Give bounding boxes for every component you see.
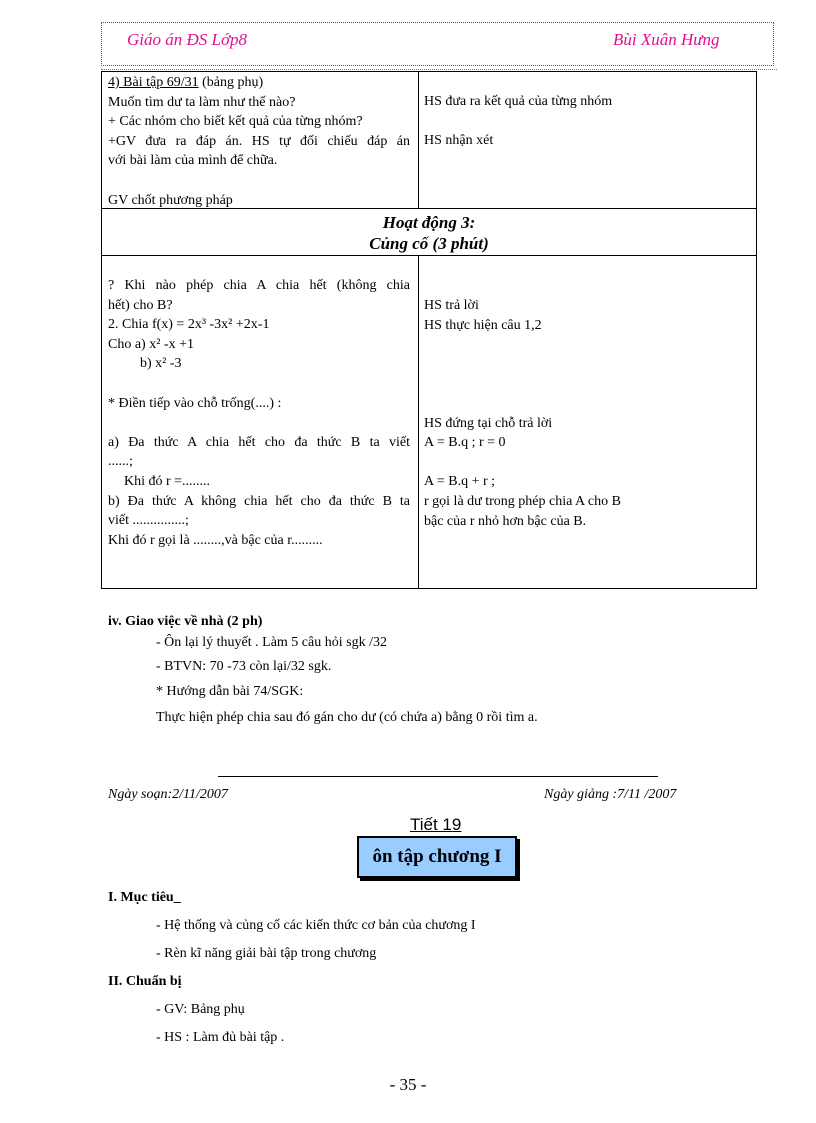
row3-left-line: Khi đó r gọi là ........,và bậc của r......... [108,532,323,548]
objectives-heading: I. Mục tiêu_ [108,890,181,905]
row3-left-line: ......; [108,454,133,470]
row1-teacher-activity [108,73,410,210]
row3-left-line: * Điền tiếp vào chỗ trống(....) : [108,395,282,411]
preparation-item: - HS : Làm đủ bài tập . [156,1030,285,1045]
page-number: - 35 - [389,1075,427,1094]
row3-left-line: 2. Chia f(x) = 2x³ -3x² +2x-1 [108,317,270,333]
homework-item: - BTVN: 70 -73 còn lại/32 sgk. [156,659,332,674]
row3-left-line: Cho a) x² -x +1 [108,336,194,352]
row3-right-line: HS đứng tại chỗ trả lời [424,415,553,431]
row3-left-line: hết) cho B? [108,297,173,313]
table-column-divider-top [418,71,419,208]
lesson-title: ôn tập chương I [372,846,502,867]
row3-left-line: ? Khi nào phép chia A chia hết (không chia [108,278,410,293]
exercise-title-suffix: (bảng phụ) [198,75,264,90]
row3-right-line: HS trả lời [424,298,479,313]
row3-student-activity [424,296,750,531]
row1-left-line: +GV đưa ra đáp án. HS tự đối chiếu đáp án [108,133,410,149]
row1-student-activity [424,92,750,151]
preparation-heading: II. Chuẩn bị [108,974,182,989]
preparation-item: - GV: Bảng phụ [156,1002,245,1017]
row1-left-line: GV chốt phương pháp [108,192,233,208]
table-column-divider-bottom [418,255,419,588]
lesson-title-box [357,836,517,878]
row3-left-line: Khi đó r =........ [124,473,211,489]
homework-heading: iv. Giao việc về nhà (2 ph) [108,614,263,629]
row1-left-line: Muốn tìm dư ta làm như thế nào? [108,94,296,110]
page-header-shadow [101,66,777,70]
homework-item: - Ôn lại lý thuyết . Làm 5 câu hỏi sgk /32 [156,635,387,650]
objective-item: - Hệ thống và củng cố các kiến thức cơ bản của chương I [156,918,476,933]
row3-left-line: a) Đa thức A chia hết cho đa thức B ta viết [108,434,410,450]
section-divider [218,776,658,777]
row1-left-line: với bài làm của mình để chữa. [108,153,278,169]
row1-left-line: + Các nhóm cho biết kết quả của từng nhóm? [108,114,363,130]
row3-right-line: HS thực hiện câu 1,2 [424,317,542,333]
date-prepared: Ngày soạn:2/11/2007 [108,787,228,802]
section-title-line1: Hoạt động 3: [382,213,476,232]
row3-right-line: A = B.q ; r = 0 [424,435,506,451]
homework-item: * Hướng dẫn bài 74/SGK: [156,684,304,699]
row3-left-line: viết ...............; [108,513,189,529]
row3-left-line: b) x² -3 [140,356,182,372]
homework-item: Thực hiện phép chia sau đó gán cho dư (có chứa a) bằng 0 rồi tìm a. [156,710,538,725]
row3-right-line: r gọi là dư trong phép chia A cho B [424,493,621,509]
row1-right-line: HS nhận xét [424,133,494,149]
header-right-text: Bùi Xuân Hưng [613,30,720,49]
row1-right-line: HS đưa ra kết quả của từng nhóm [424,94,613,109]
row3-right-line: bậc của r nhỏ hơn bậc của B. [424,513,587,529]
row3-right-line: A = B.q + r ; [424,474,496,490]
date-taught: Ngày giảng :7/11 /2007 [544,787,677,802]
exercise-title: 4) Bài tập 69/31 [108,75,199,90]
row3-left-line: b) Đa thức A không chia hết cho đa thức B ta [108,493,410,509]
row3-teacher-activity [108,276,410,550]
header-left-text: Giáo án ĐS Lớp8 [127,30,248,49]
objective-item: - Rèn kĩ năng giải bài tập trong chương [156,946,377,961]
table-divider-section [101,255,757,256]
section-title-line2: Củng cố (3 phút) [369,234,489,253]
lesson-number: Tiết 19 [410,815,462,834]
